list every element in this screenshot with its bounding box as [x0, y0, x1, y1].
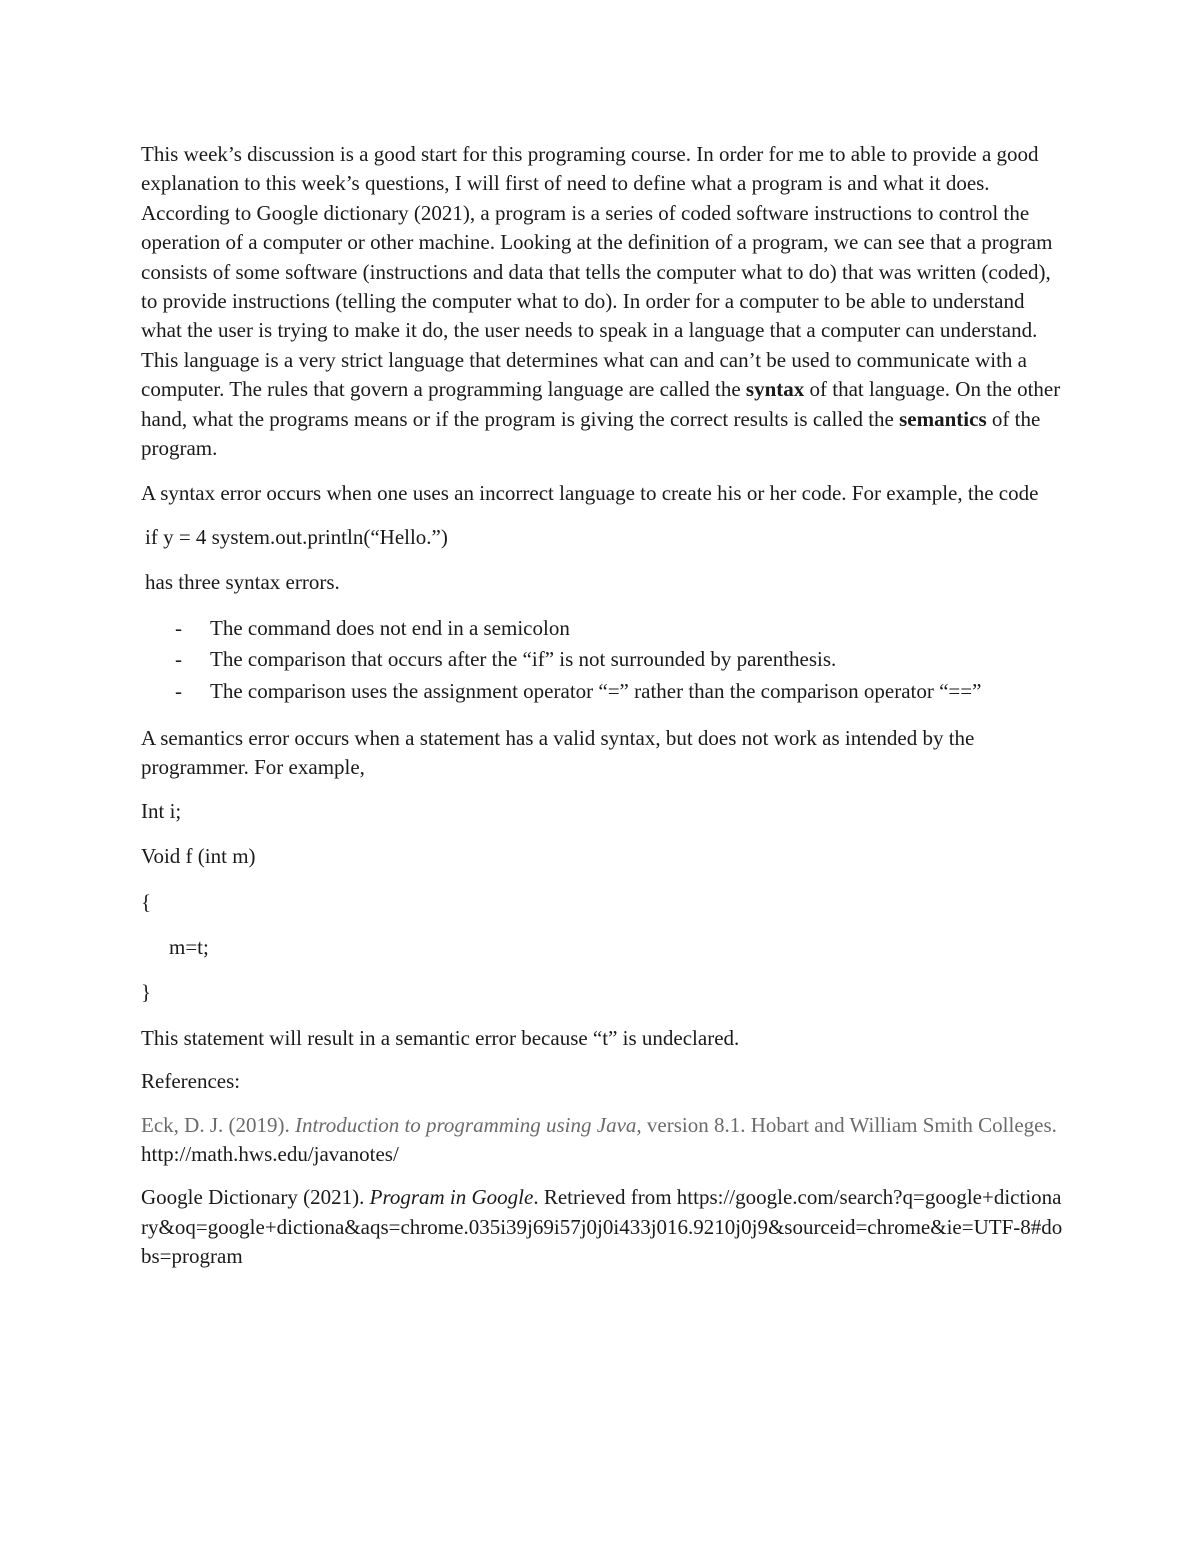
list-item-text: The command does not end in a semicolon: [210, 615, 570, 640]
list-item-text: The comparison that occurs after the “if” is not surrounded by parenthesis.: [210, 647, 837, 672]
syntax-error-intro: A syntax error occurs when one uses an incorrect language to create his or her code. For example, the code: [141, 481, 1039, 506]
bullet-dash: -: [175, 615, 182, 640]
syntax-term: syntax: [745, 377, 805, 402]
list-item: [141, 645, 1066, 674]
intro-text-2: of that language. On the other hand, what the programs means or if the program is giving the correct results is called the: [141, 377, 1061, 431]
document-page: [141, 140, 1066, 1286]
bullet-dash: -: [175, 678, 182, 703]
ref1-title: Introduction to programming using Java: [294, 1112, 637, 1137]
code-line-4: m=t;: [169, 934, 209, 959]
reference-google: [141, 1183, 1066, 1271]
reference-eck: [141, 1111, 1066, 1170]
intro-text-1: This week’s discussion is a good start for this programing course. In order for me to able to provide a good explanation to this week’s questions, I will first of need to define what a program is and what it does. According to Google dictionary (2021), a program is a series of coded software instructions to control the operation of a computer or other machine. Looking at the definition of a program, we can see that a program consists of some software (instructions and data that tells the computer what to do) that was written (coded), to provide instructions (telling the computer what to do). In order for a computer to be able to understand what the user is trying to make it do, the user needs to speak in a language that a computer can understand. This language is a very strict language that determines what can and can’t be used to communicate with a computer. The rules that govern a programming language are called the: [141, 142, 1053, 402]
semantics-term: semantics: [899, 406, 987, 431]
syntax-error-summary: has three syntax errors.: [145, 570, 340, 595]
ref1-rest: , version 8.1. Hobart and William Smith Colleges.: [636, 1112, 1057, 1137]
list-item: [141, 614, 1066, 643]
intro-text-3: of the program.: [141, 406, 1041, 461]
syntax-code-example: if y = 4 system.out.println(“Hello.”): [145, 524, 448, 549]
ref2-rest: . Retrieved from https://google.com/search?q=google+dictionary&oq=google+dictiona&aqs=chrome.035i39j69i57j0j0i433j016.9210j0j9&sourceid=chrome&ie=UTF-8#dobs=program: [141, 1185, 1063, 1269]
list-item: [141, 677, 1066, 706]
code-line-3: {: [141, 889, 152, 914]
code-line-2: Void f (int m): [141, 844, 256, 869]
list-item-text: The comparison uses the assignment operator “=” rather than the comparison operator “==”: [210, 678, 982, 703]
ref1-url[interactable]: http://math.hws.edu/javanotes/: [141, 1141, 399, 1166]
code-line-5: }: [141, 980, 152, 1005]
ref2-title: Program in Google: [369, 1185, 534, 1210]
semantics-code-block: [141, 797, 1066, 1008]
intro-paragraph: [141, 140, 1066, 463]
syntax-error-list: [141, 614, 1066, 706]
semantics-conclusion: This statement will result in a semantic error because “t” is undeclared.: [141, 1025, 740, 1050]
semantics-error-intro: A semantics error occurs when a statement has a valid syntax, but does not work as intended by the programmer. For example,: [141, 725, 975, 780]
references-heading: References:: [141, 1069, 241, 1094]
ref1-authors: Eck, D. J. (2019).: [141, 1112, 295, 1137]
bullet-dash: -: [175, 647, 182, 672]
ref2-authors: Google Dictionary (2021).: [141, 1185, 370, 1210]
code-line-1: Int i;: [141, 798, 182, 823]
